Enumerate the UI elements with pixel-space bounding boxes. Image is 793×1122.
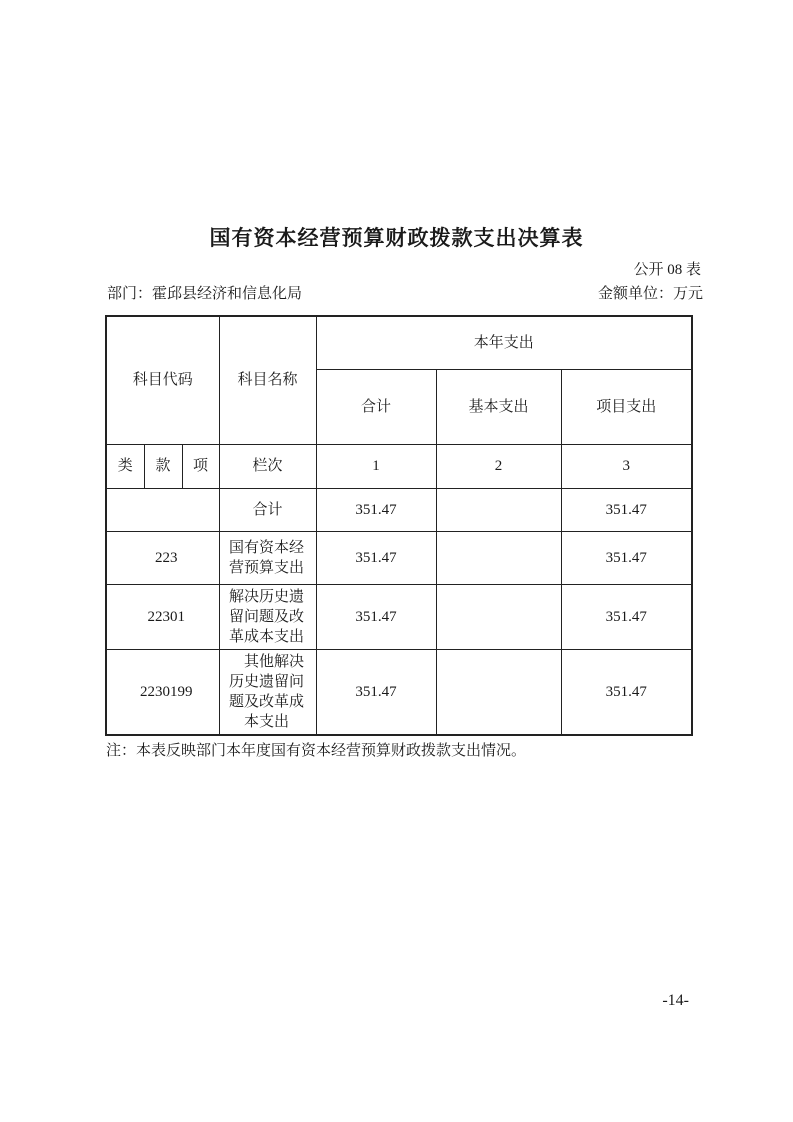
row-code: 2230199 xyxy=(106,649,219,735)
header-class: 类 xyxy=(106,444,144,488)
row-basic xyxy=(436,584,561,649)
header-total: 合计 xyxy=(316,369,436,444)
row-name: 解决历史遗留问题及改革成本支出 xyxy=(219,584,316,649)
row-name: 合计 xyxy=(219,488,316,531)
row-total: 351.47 xyxy=(316,488,436,531)
table-row xyxy=(106,649,692,735)
table-code-label: 公开 08 表 xyxy=(633,262,701,278)
row-basic xyxy=(436,649,561,735)
page-title: 国有资本经营预算财政拨款支出决算表 xyxy=(209,226,584,250)
header-col-num-2: 2 xyxy=(436,444,561,488)
row-project: 351.47 xyxy=(561,488,692,531)
row-code: 223 xyxy=(106,531,219,584)
row-total: 351.47 xyxy=(316,531,436,584)
header-col-num-3: 3 xyxy=(561,444,692,488)
header-subject-name: 科目名称 xyxy=(219,316,316,444)
header-project-expenditure: 项目支出 xyxy=(561,369,692,444)
header-row-3 xyxy=(106,444,692,488)
meta-line xyxy=(107,282,703,303)
header-subject-code: 科目代码 xyxy=(106,316,219,444)
row-total: 351.47 xyxy=(316,649,436,735)
row-basic xyxy=(436,531,561,584)
header-col-num-1: 1 xyxy=(316,444,436,488)
table-row xyxy=(106,531,692,584)
row-name: 其他解决历史遗留问题及改革成本支出 xyxy=(219,649,316,735)
row-basic xyxy=(436,488,561,531)
row-name: 国有资本经营预算支出 xyxy=(219,531,316,584)
department-label: 部门：霍邱县经济和信息化局 xyxy=(107,286,303,302)
row-project: 351.47 xyxy=(561,531,692,584)
table-row xyxy=(106,584,692,649)
header-fund: 款 xyxy=(144,444,182,488)
header-current-year-expenditure: 本年支出 xyxy=(316,316,692,369)
unit-label: 金额单位：万元 xyxy=(597,286,703,302)
header-row-1 xyxy=(106,316,692,369)
expenditure-table xyxy=(105,315,693,736)
row-project: 351.47 xyxy=(561,649,692,735)
header-column-label: 栏次 xyxy=(219,444,316,488)
row-project: 351.47 xyxy=(561,584,692,649)
header-basic-expenditure: 基本支出 xyxy=(436,369,561,444)
header-item: 项 xyxy=(182,444,219,488)
row-total: 351.47 xyxy=(316,584,436,649)
table-note: 注：本表反映部门本年度国有资本经营预算财政拨款支出情况。 xyxy=(106,743,527,759)
row-code: 22301 xyxy=(106,584,219,649)
row-code xyxy=(106,488,219,531)
page-number: -14- xyxy=(662,992,689,1009)
table-row xyxy=(106,488,692,531)
